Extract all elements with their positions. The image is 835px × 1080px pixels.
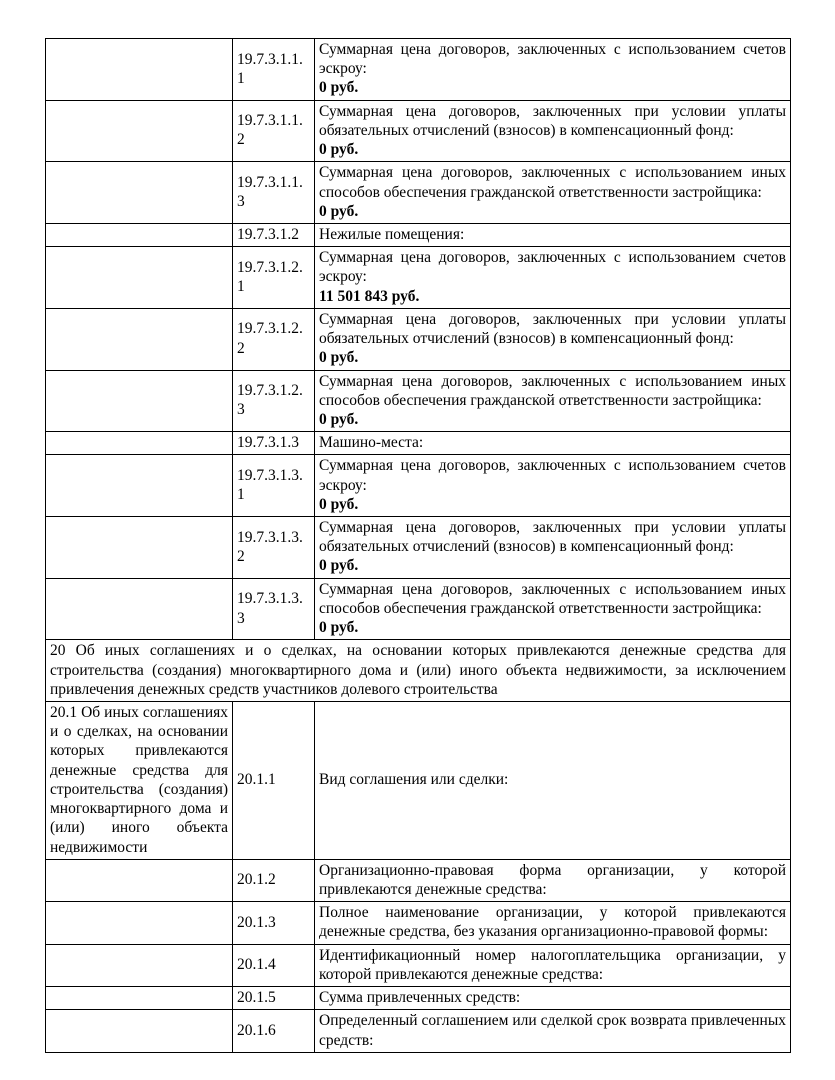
- item-label: Организационно-правовая форма организации, у которой привлекаются денежные средства:: [319, 861, 786, 898]
- item-description-cell: [315, 902, 791, 944]
- item-number-cell: [233, 308, 315, 370]
- item-value: 0 руб.: [319, 495, 359, 513]
- item-number: 19.7.3.1.1.1: [237, 50, 303, 87]
- item-number-cell: [233, 455, 315, 517]
- table-row: [46, 100, 791, 162]
- item-description-cell: [315, 308, 791, 370]
- item-number: 19.7.3.1.3.2: [237, 528, 303, 565]
- table-row: [46, 640, 791, 702]
- item-value: 0 руб.: [319, 141, 359, 159]
- item-label: Суммарная цена договоров, заключенных с использованием счетов эскроу:: [319, 41, 786, 78]
- item-number-cell: [233, 223, 315, 246]
- item-description-cell: [315, 987, 791, 1010]
- item-label: Суммарная цена договоров, заключенных при условии уплаты обязательных отчислений (взносов) в компенсационный фонд:: [319, 102, 786, 139]
- group-cell: [46, 578, 233, 640]
- group-cell: [46, 370, 233, 432]
- item-description-cell: [315, 432, 791, 455]
- item-number: 19.7.3.1.1.2: [237, 112, 303, 149]
- item-label: Сумма привлеченных средств:: [319, 989, 521, 1007]
- item-number-cell: [233, 987, 315, 1010]
- group-cell: [46, 944, 233, 986]
- table-row: [46, 162, 791, 224]
- item-number-cell: [233, 432, 315, 455]
- item-description-cell: [315, 702, 791, 860]
- item-description-cell: [315, 39, 791, 101]
- item-description-cell: [315, 162, 791, 224]
- group-cell: 20.1 Об иных соглашениях и о сделках, на основании которых привлекаются денежные средства для строительства (создания) многоквартирного дома и (или) иного объекта недвижимости: [46, 702, 233, 860]
- item-label: Суммарная цена договоров, заключенных с использованием иных способов обеспечения гражданской ответственности застройщика:: [319, 580, 786, 617]
- item-label: Суммарная цена договоров, заключенных при условии уплаты обязательных отчислений (взносов) в компенсационный фонд:: [319, 310, 786, 348]
- item-number-cell: [233, 944, 315, 986]
- item-number: 20.1.6: [237, 1021, 276, 1039]
- item-number: 19.7.3.1.2.2: [237, 320, 303, 357]
- item-value: 0 руб.: [319, 202, 359, 220]
- item-description-cell: [315, 100, 791, 162]
- item-label: Нежилые помещения:: [319, 225, 465, 243]
- item-description-cell: [315, 944, 791, 986]
- table-row: [46, 432, 791, 455]
- item-value: 11 501 843 руб.: [319, 287, 420, 305]
- table-row: [46, 247, 791, 309]
- item-number: 20.1.3: [237, 913, 276, 931]
- table-row: [46, 39, 791, 101]
- item-label: Идентификационный номер налогоплательщика организации, у которой привлекаются денежные средства:: [319, 946, 786, 983]
- group-cell: [46, 308, 233, 370]
- declaration-table: [45, 38, 791, 1053]
- group-cell: [46, 432, 233, 455]
- item-number-cell: [233, 100, 315, 162]
- item-description-cell: [315, 578, 791, 640]
- item-number: 19.7.3.1.2.3: [237, 382, 303, 419]
- item-number-cell: [233, 247, 315, 309]
- item-number-cell: [233, 578, 315, 640]
- table-row: [46, 1010, 791, 1052]
- item-number: 20.1.4: [237, 956, 276, 974]
- item-description-cell: [315, 370, 791, 432]
- item-number-cell: [233, 902, 315, 944]
- table-row: [46, 944, 791, 986]
- table-row: [46, 223, 791, 246]
- item-description-cell: [315, 247, 791, 309]
- group-cell: [46, 902, 233, 944]
- table-row: [46, 517, 791, 579]
- item-description-cell: [315, 223, 791, 246]
- table-row: [46, 987, 791, 1010]
- item-value: 0 руб.: [319, 619, 359, 637]
- item-description-cell: [315, 1010, 791, 1052]
- item-number: 19.7.3.1.2: [237, 225, 299, 243]
- item-label: Суммарная цена договоров, заключенных с использованием иных способов обеспечения гражданской ответственности застройщика:: [319, 164, 786, 201]
- item-label: Суммарная цена договоров, заключенных при условии уплаты обязательных отчислений (взносов) в компенсационный фонд:: [319, 519, 786, 556]
- item-number: 20.1.1: [237, 771, 276, 789]
- group-cell: [46, 517, 233, 579]
- table-row: [46, 455, 791, 517]
- item-label: Вид соглашения или сделки:: [319, 771, 509, 789]
- table-row: [46, 702, 791, 860]
- item-number: 19.7.3.1.3.3: [237, 590, 303, 627]
- item-number-cell: [233, 370, 315, 432]
- table-row: [46, 902, 791, 944]
- item-label: Суммарная цена договоров, заключенных с использованием счетов эскроу:: [319, 457, 786, 494]
- item-number-cell: [233, 702, 315, 860]
- item-number: 20.1.2: [237, 871, 276, 889]
- table-row: [46, 370, 791, 432]
- item-label: Суммарная цена договоров, заключенных с использованием счетов эскроу:: [319, 249, 786, 286]
- item-number-cell: [233, 39, 315, 101]
- group-cell: [46, 859, 233, 901]
- item-description-cell: [315, 455, 791, 517]
- item-value: 0 руб.: [319, 410, 359, 428]
- item-number: 19.7.3.1.3.1: [237, 466, 303, 504]
- group-cell: [46, 39, 233, 101]
- item-number-cell: [233, 859, 315, 901]
- item-number: 19.7.3.1.2.1: [237, 258, 303, 296]
- item-value: 0 руб.: [319, 557, 359, 575]
- table-row: [46, 578, 791, 640]
- group-cell: [46, 987, 233, 1010]
- group-cell: [46, 455, 233, 517]
- group-cell: [46, 1010, 233, 1052]
- table-row: [46, 308, 791, 370]
- item-label: Определенный соглашением или сделкой срок возврата привлеченных средств:: [319, 1012, 786, 1049]
- section-20-header: 20 Об иных соглашениях и о сделках, на основании которых привлекаются денежные средства для строительства (создания) многоквартирного дома и (или) иного объекта недвижимости, за исключением привлечения денежных средств участников долевого строительства: [46, 640, 791, 702]
- item-number: 19.7.3.1.1.3: [237, 173, 303, 211]
- item-number-cell: [233, 1010, 315, 1052]
- item-label: Машино-места:: [319, 434, 424, 452]
- item-value: 0 руб.: [319, 349, 359, 367]
- group-cell: [46, 162, 233, 224]
- item-label: Суммарная цена договоров, заключенных с использованием иных способов обеспечения гражданской ответственности застройщика:: [319, 372, 786, 409]
- item-number-cell: [233, 517, 315, 579]
- item-value: 0 руб.: [319, 79, 359, 97]
- group-cell: [46, 223, 233, 246]
- group-cell: [46, 100, 233, 162]
- item-description-cell: [315, 517, 791, 579]
- item-label: Полное наименование организации, у которой привлекаются денежные средства, без указания организационно-правовой формы:: [319, 904, 786, 941]
- item-description-cell: [315, 859, 791, 901]
- item-number: 20.1.5: [237, 989, 276, 1007]
- group-cell: [46, 247, 233, 309]
- table-row: [46, 859, 791, 901]
- item-number: 19.7.3.1.3: [237, 434, 299, 452]
- item-number-cell: [233, 162, 315, 224]
